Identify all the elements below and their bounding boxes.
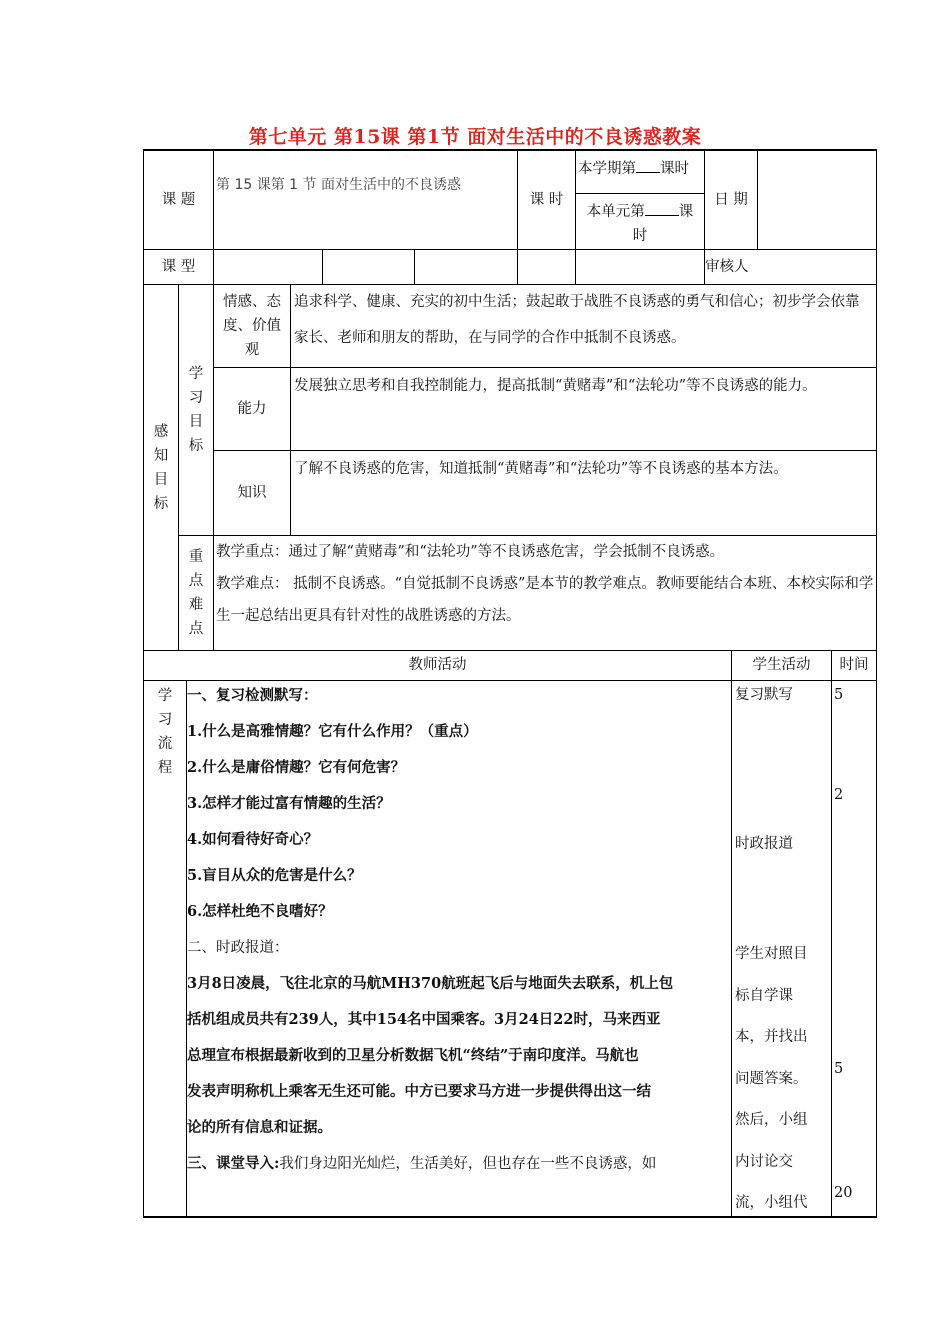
topic-label: 课 题 (161, 191, 196, 208)
news-line: 3月8日凌晨，飞往北京的马航MH370航班起飞后与地面失去联系，机上包 (187, 975, 674, 992)
time-value: 5 (834, 687, 844, 703)
key-difficulty-text (214, 536, 876, 650)
learning-goal-label: 学习目标 (188, 366, 204, 454)
teacher-activity-header: 教师活动 (408, 657, 467, 674)
unit-hours: 本单元第 课 时 (586, 204, 694, 244)
student-self-study: 学生对照目 标自学课 本，并找出 问题答案。 然后，小组 内讨论交 流，小组代 (735, 946, 808, 1211)
time-value: 20 (834, 1185, 853, 1201)
time-value: 5 (834, 1061, 844, 1077)
question-line: 1.什么是高雅情趣？它有什么作用？（重点） (187, 723, 478, 740)
question-line: 4.如何看待好奇心？ (187, 831, 319, 848)
question-line: 6.怎样杜绝不良嗜好？ (187, 903, 333, 920)
review-heading: 一、复习检测默写： (187, 687, 318, 704)
topic-value: 第 15 课第 1 节 面对生活中的不良诱惑 (216, 177, 461, 193)
process-label: 学习流程 (157, 688, 173, 776)
question-line: 2.什么是庸俗情趣？它有何危害？ (187, 759, 406, 776)
student-review: 复习默写 (735, 687, 793, 703)
knowledge-text: 了解不良诱惑的危害，知道抵制“黄赌毒”和“法轮功”等不良诱惑的基本方法。 (294, 461, 788, 477)
difficulty-point: 教学难点： 抵制不良诱惑。“自觉抵制不良诱惑”是本节的教学难点。教师要能结合本班、本校实际和学生一起总结出更具有针对性的战胜诱惑的方法。 (216, 576, 874, 624)
student-news: 时政报道 (735, 836, 793, 852)
key-point: 教学重点：通过了解“黄赌毒”和“法轮功”等不良诱惑危害，学会抵制不良诱惑。 (216, 544, 725, 560)
news-line: 总理宣布根据最新收到的卫星分析数据飞机“终结”于南印度洋。马航也 (187, 1047, 639, 1064)
question-line: 3.怎样才能过富有情趣的生活？ (187, 795, 391, 812)
hours-label: 课 时 (529, 191, 564, 208)
news-line: 括机组成员共有239人，其中154名中国乘客。3月24日22时，马来西亚 (187, 1011, 661, 1028)
document-title: 第七单元 第15课 第1节 面对生活中的不良诱惑教案 (248, 126, 702, 148)
semester-hours: 本学期第 课时 (578, 161, 689, 177)
news-line: 论的所有信息和证据。 (187, 1119, 332, 1136)
key-difficulty-label: 重点难点 (188, 549, 204, 637)
news-line: 发表声明称机上乘客无生还可能。中方已要求马方进一步提供得出这一结 (187, 1083, 651, 1100)
question-line: 5.盲目从众的危害是什么？ (187, 867, 362, 884)
ability-label: 能力 (237, 400, 267, 417)
perception-goal-label: 感知目标 (153, 423, 169, 512)
date-label: 日 期 (714, 191, 748, 208)
news-heading: 二、时政报道： (187, 940, 289, 956)
time-header: 时间 (839, 657, 869, 674)
emotion-text: 追求科学、健康、充实的初中生活；鼓起敢于战胜不良诱惑的勇气和信心；初步学会依靠家长、老师和朋友的帮助，在与同学的合作中抵制不良诱惑。 (294, 294, 860, 346)
time-value: 2 (834, 787, 844, 803)
reviewer-label: 审核人 (705, 259, 749, 275)
type-label: 课 型 (161, 258, 196, 275)
emotion-label: 情感、态度、价值观 (223, 294, 281, 358)
ability-text: 发展独立思考和自我控制能力，提高抵制“黄赌毒”和“法轮功”等不良诱惑的能力。 (294, 378, 817, 394)
teacher-activity (187, 678, 731, 1182)
intro-line: 三、课堂导入:我们身边阳光灿烂，生活美好，但也存在一些不良诱惑，如 (187, 1155, 657, 1172)
student-activity-header: 学生活动 (752, 657, 811, 674)
knowledge-label: 知识 (237, 484, 267, 501)
